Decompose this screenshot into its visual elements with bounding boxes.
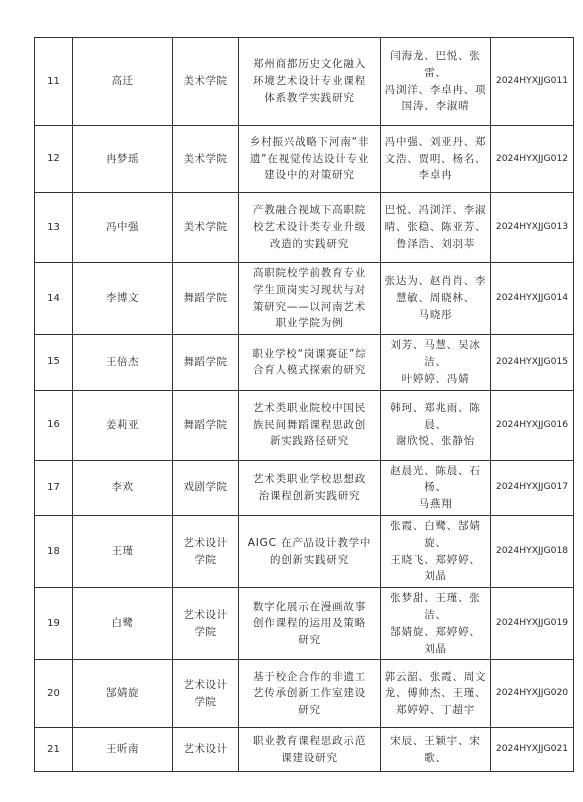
lead-name: 王昕南 bbox=[73, 728, 173, 772]
project-code: 2024HYXJJG013 bbox=[491, 193, 574, 263]
project-code: 2024HYXJJG011 bbox=[491, 38, 574, 126]
project-code: 2024HYXJJG017 bbox=[491, 460, 574, 515]
project-title: 艺术类职业院校中国民 族民间舞蹈课程思政创 新实践路径研究 bbox=[239, 390, 381, 460]
lead-name: 白鹭 bbox=[73, 588, 173, 660]
lead-name: 冯中强 bbox=[73, 193, 173, 263]
row-number: 19 bbox=[35, 588, 73, 660]
row-number: 16 bbox=[35, 390, 73, 460]
members: 巴悦、冯浏洋、李淑 晴、张稳、陈亚芳、 鲁泽浩、刘羽莘 bbox=[381, 193, 491, 263]
department: 舞蹈学院 bbox=[173, 263, 239, 335]
row-number: 15 bbox=[35, 335, 73, 390]
members: 张达为、赵肖肖、李 慧敏、周晓林、 马晓彤 bbox=[381, 263, 491, 335]
members: 赵晨光、陈晨、石杨、 马燕翔 bbox=[381, 460, 491, 515]
members: 张霞、白鹭、郜婧旋、 王晓飞、郑婷婷、 刘晶 bbox=[381, 515, 491, 587]
lead-name: 姜莉亚 bbox=[73, 390, 173, 460]
department: 戏剧学院 bbox=[173, 460, 239, 515]
row-number: 17 bbox=[35, 460, 73, 515]
project-title: 艺术类职业学校思想政 治课程创新实践研究 bbox=[239, 460, 381, 515]
department: 美术学院 bbox=[173, 126, 239, 193]
project-code: 2024HYXJJG018 bbox=[491, 515, 574, 587]
row-number: 13 bbox=[35, 193, 73, 263]
members: 韩珂、郑兆雨、陈晨、 谢欣悦、张静怡 bbox=[381, 390, 491, 460]
lead-name: 冉梦瑶 bbox=[73, 126, 173, 193]
department: 舞蹈学院 bbox=[173, 335, 239, 390]
department: 艺术设计 学院 bbox=[173, 515, 239, 587]
project-title: 产教融合视域下高职院 校艺术设计类专业升级 改造的实践研究 bbox=[239, 193, 381, 263]
row-number: 20 bbox=[35, 660, 73, 728]
project-table bbox=[34, 37, 574, 772]
project-title: AIGC 在产品设计教学中 的创新实践研究 bbox=[239, 515, 381, 587]
project-title: 乡村振兴战略下河南“非 遗”在视觉传达设计专业 建设中的对策研究 bbox=[239, 126, 381, 193]
table-row bbox=[35, 193, 574, 263]
project-code: 2024HYXJJG014 bbox=[491, 263, 574, 335]
project-code: 2024HYXJJG012 bbox=[491, 126, 574, 193]
lead-name: 郜婧旋 bbox=[73, 660, 173, 728]
table-row bbox=[35, 660, 574, 728]
members: 刘芳、马慧、吴冰洁、 叶婷婷、冯婧 bbox=[381, 335, 491, 390]
project-title: 职业教育课程思政示范 课建设研究 bbox=[239, 728, 381, 772]
project-title: 基于校企合作的非遗工 艺传承创新工作室建设 研究 bbox=[239, 660, 381, 728]
department: 艺术设计 学院 bbox=[173, 588, 239, 660]
project-code: 2024HYXJJG021 bbox=[491, 728, 574, 772]
table-row bbox=[35, 588, 574, 660]
lead-name: 王倍杰 bbox=[73, 335, 173, 390]
table-row bbox=[35, 263, 574, 335]
members: 张梦甜、王瑾、张洁、 郜婧旋、郑婷婷、 刘晶 bbox=[381, 588, 491, 660]
row-number: 18 bbox=[35, 515, 73, 587]
table-row bbox=[35, 38, 574, 126]
lead-name: 高迁 bbox=[73, 38, 173, 126]
row-number: 14 bbox=[35, 263, 73, 335]
row-number: 21 bbox=[35, 728, 73, 772]
table-row bbox=[35, 390, 574, 460]
table-body bbox=[35, 38, 574, 772]
members: 宋辰、王颖宇、宋歌、 bbox=[381, 728, 491, 772]
project-title: 数字化展示在漫画故事 创作课程的运用及策略 研究 bbox=[239, 588, 381, 660]
department: 艺术设计 bbox=[173, 728, 239, 772]
lead-name: 李博文 bbox=[73, 263, 173, 335]
members: 郭云韶、张霞、周文 龙、傅帅杰、王瑾、 郑婷婷、丁超宇 bbox=[381, 660, 491, 728]
table-row bbox=[35, 126, 574, 193]
department: 美术学院 bbox=[173, 193, 239, 263]
project-title: 郑州商都历史文化融入 环境艺术设计专业课程 体系教学实践研究 bbox=[239, 38, 381, 126]
table-row bbox=[35, 728, 574, 772]
row-number: 11 bbox=[35, 38, 73, 126]
project-title: 职业学校“岗课赛证”综 合育人模式探索的研究 bbox=[239, 335, 381, 390]
table-row bbox=[35, 335, 574, 390]
table-row bbox=[35, 515, 574, 587]
table-row bbox=[35, 460, 574, 515]
department: 美术学院 bbox=[173, 38, 239, 126]
project-code: 2024HYXJJG020 bbox=[491, 660, 574, 728]
project-code: 2024HYXJJG016 bbox=[491, 390, 574, 460]
members: 冯中强、刘亚丹、郑 文浩、贾明、杨名、 李卓冉 bbox=[381, 126, 491, 193]
lead-name: 王瑾 bbox=[73, 515, 173, 587]
row-number: 12 bbox=[35, 126, 73, 193]
department: 舞蹈学院 bbox=[173, 390, 239, 460]
lead-name: 李欢 bbox=[73, 460, 173, 515]
project-code: 2024HYXJJG015 bbox=[491, 335, 574, 390]
project-code: 2024HYXJJG019 bbox=[491, 588, 574, 660]
department: 艺术设计 学院 bbox=[173, 660, 239, 728]
members: 闫海龙、巴悦、张雷、 冯浏洋、李卓冉、项 国涛、李淑晴 bbox=[381, 38, 491, 126]
project-title: 高职院校学前教育专业 学生顶岗实习现状与对 策研究——以河南艺术 职业学院为例 bbox=[239, 263, 381, 335]
